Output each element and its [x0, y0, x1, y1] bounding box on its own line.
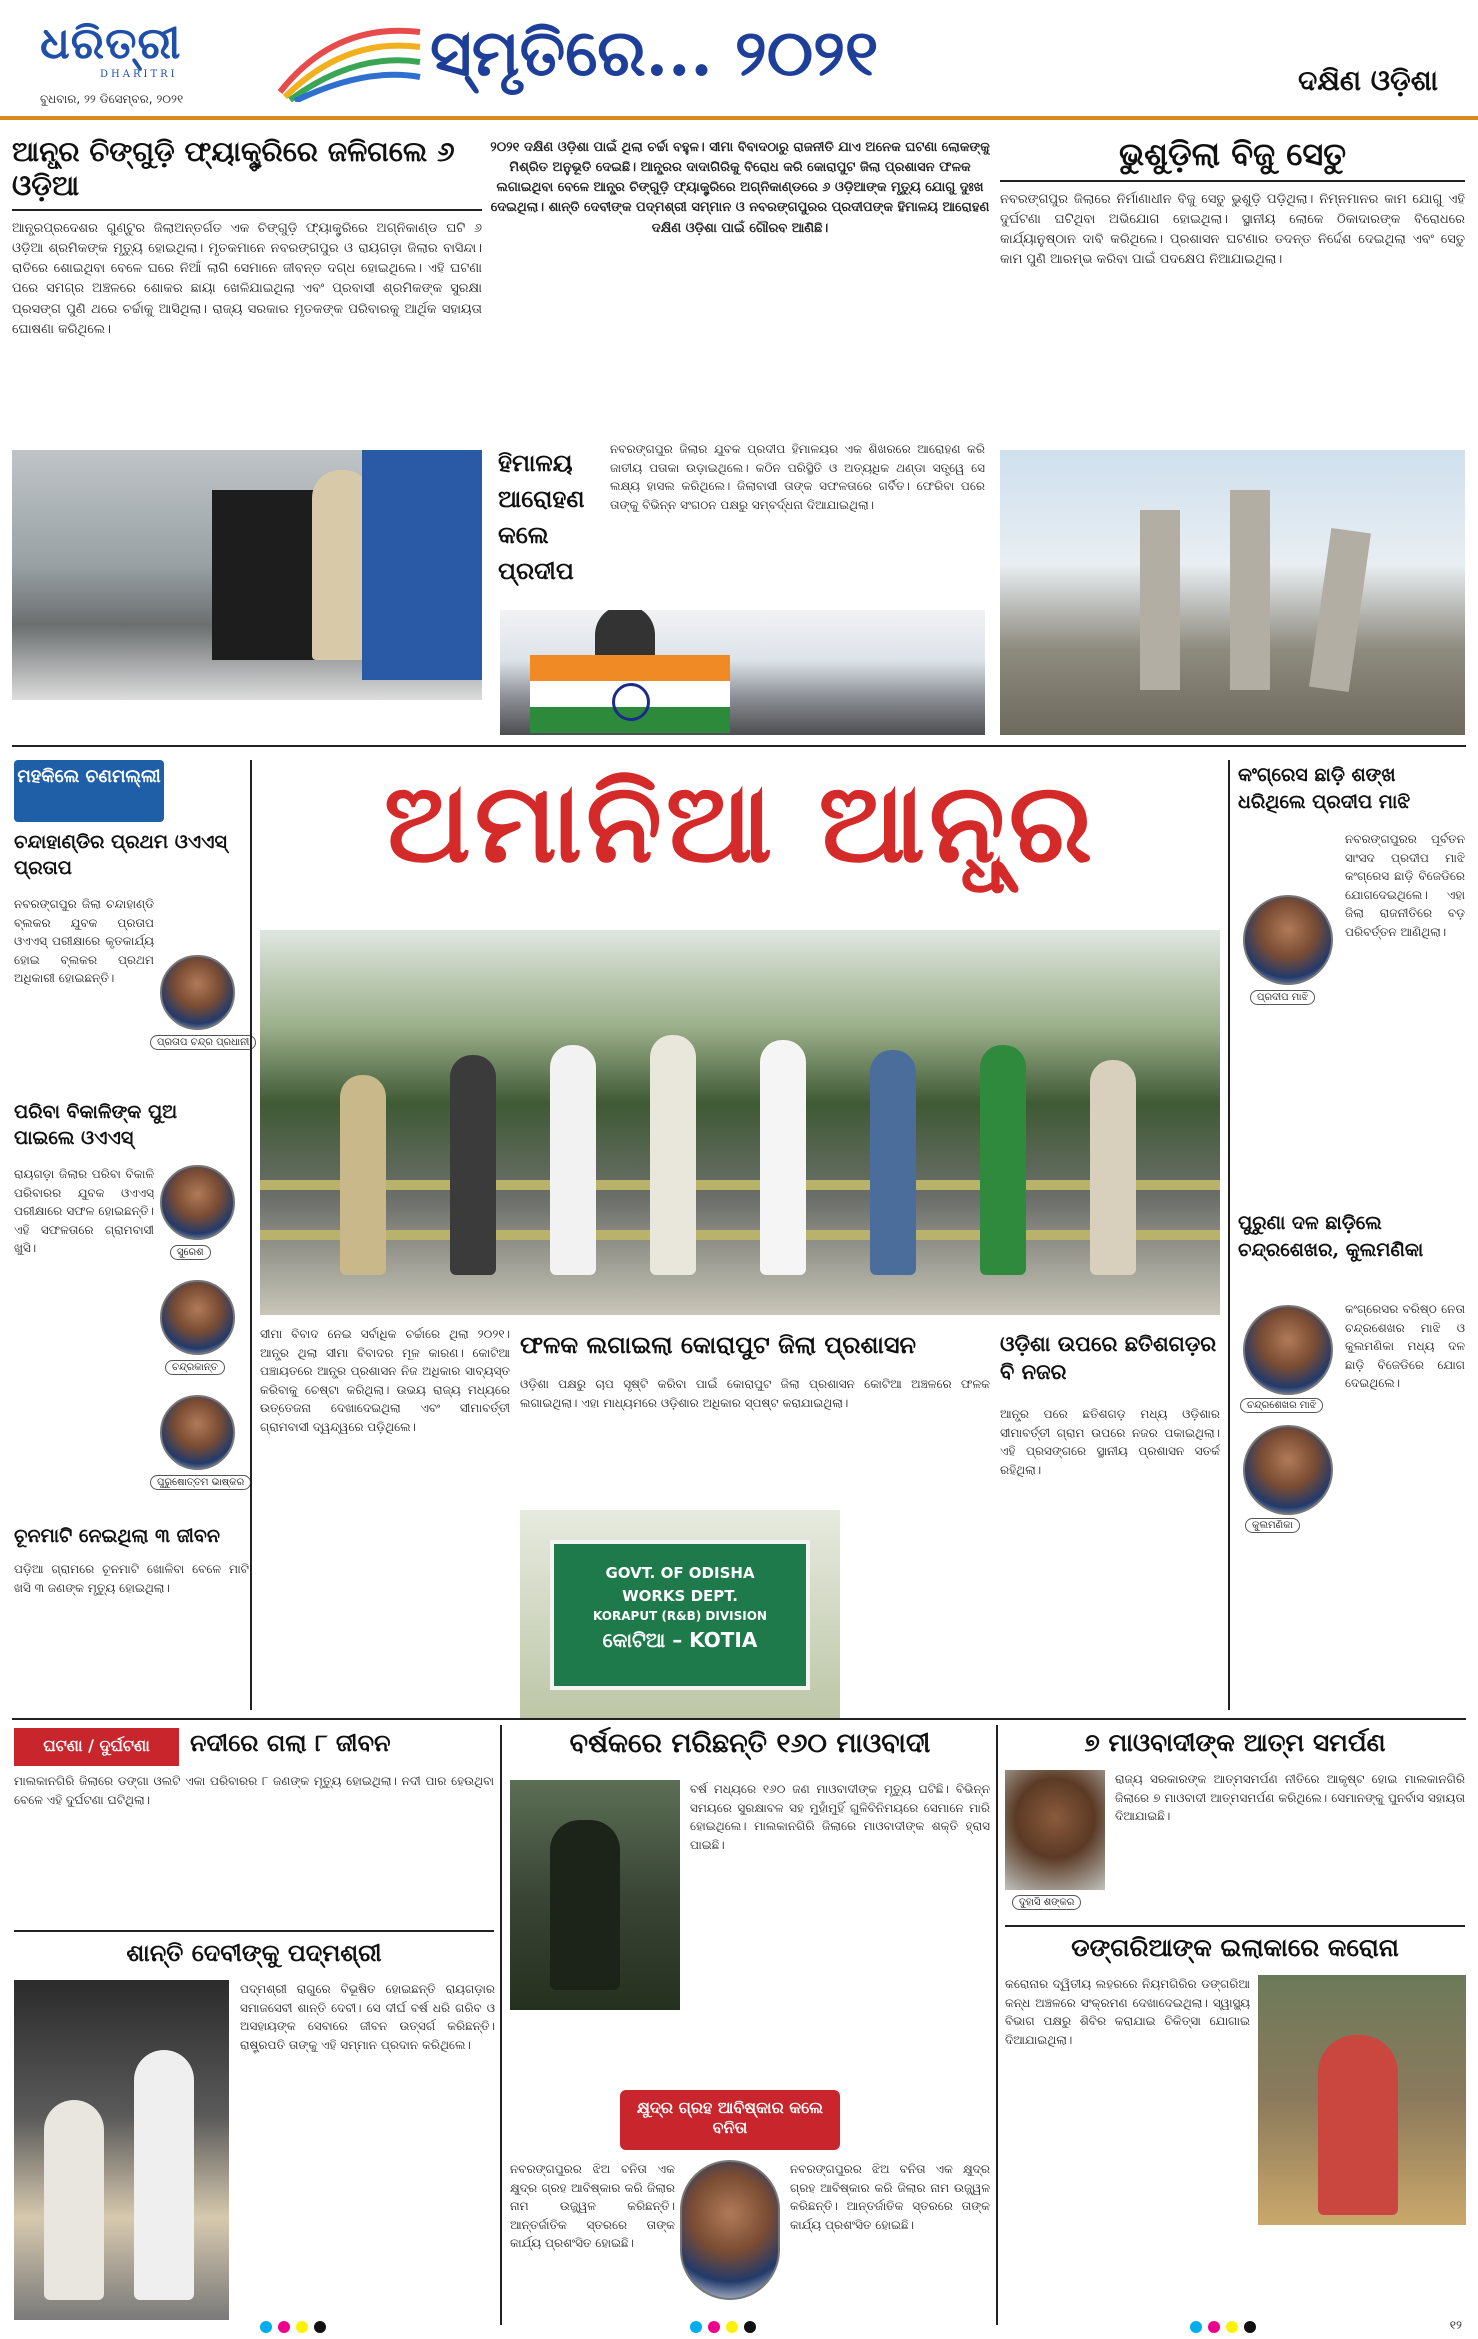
portrait-pradeep [1243, 895, 1333, 985]
asteroid-badge: କ୍ଷୁଦ୍ର ଗ୍ରହ ଆବିଷ୍କାର କଲେ ବନିତା [620, 2090, 840, 2150]
award-recipient [44, 2100, 104, 2300]
padmashri-award-photo [14, 1980, 229, 2320]
cyan-dot-icon [690, 2321, 702, 2333]
divider [500, 1725, 502, 2325]
page-title: ସ୍ମୃତିରେ... ୨୦୨୧ [430, 16, 879, 91]
kotia-signboard-photo [520, 1510, 840, 1720]
caption-chandrakant: ଚନ୍ଦ୍ରକାନ୍ତ [165, 1360, 225, 1375]
divider [12, 745, 1466, 747]
left-body-2: ରାୟଗଡ଼ା ଜିଲାର ପରିବା ବିକାଳି ପରିବାରର ଯୁବକ ଓଏଏସ୍ ପରୀକ୍ଷାରେ ସଫଳ ହୋଇଛନ୍ତି। ଏହି ସଫଳତାରେ ଗ୍ରାମବାସୀ ଖୁସି। [14, 1167, 154, 1256]
soldier-figure [550, 1820, 620, 1990]
magenta-dot-icon [1208, 2321, 1220, 2333]
protester [650, 1035, 696, 1275]
black-dot-icon [314, 2321, 326, 2333]
kotia-body: ଓଡ଼ିଶା ପକ୍ଷରୁ ଚାପ ସୃଷ୍ଟି କରିବା ପାଇଁ କୋରାପୁଟ ଜିଲା ପ୍ରଶାସନ କୋଟିଆ ଅଞ୍ଚଳରେ ଫଳକ ଲଗାଇଥିଲା। ଏହା ମାଧ୍ୟମରେ ଓଡ଼ିଶାର ଅଧିକାର ସ୍ପଷ୍ଟ କରାଯାଇଥିଲା। [520, 1377, 990, 1410]
asteroid-body-right: ନବରଙ୍ଗପୁରର ଝିଅ ବନିତା ଏକ କ୍ଷୁଦ୍ର ଗ୍ରହ ଆବିଷ୍କାର କରି ଜିଲାର ନାମ ଉଜ୍ଜ୍ୱଳ କରିଛନ୍ତି। ଆନ୍ତର୍ଜାତିକ ସ୍ତରରେ ତାଙ୍କ କାର୍ଯ୍ୟ ପ୍ରଶଂସିତ ହୋଇଛି। [790, 2162, 990, 2232]
protester [450, 1055, 496, 1275]
black-dot-icon [1244, 2321, 1256, 2333]
main-headline[interactable]: ଅମାନିଆ ଆନ୍ଧ୍ର [383, 758, 1097, 887]
divider [250, 760, 252, 1710]
bridge-pillar [1230, 490, 1270, 690]
left-headline-2[interactable]: ପରିବା ବିକାଳିଙ୍କ ପୁଅ ପାଇଲେ ଓଏଏସ୍ [14, 1101, 178, 1149]
section-badge: ମହକିଲେ ଚଣମଲ୍ଲୀ [14, 760, 164, 822]
page-number: ୧୨ [1449, 2318, 1462, 2332]
right-body-1: ନବରଙ୍ଗପୁରର ପୂର୍ବତନ ସାଂସଦ ପ୍ରଦୀପ ମାଝି କଂଗ୍ରେସ ଛାଡ଼ି ବିଜେଡିରେ ଯୋଗଦେଇଥିଲେ। ଏହା ଜିଲା ରାଜନୀତିରେ ବଡ଼ ପରିବର୍ତ୍ତନ ଆଣିଥିଲା। [1345, 832, 1465, 939]
maoist-body: ବର୍ଷ ମଧ୍ୟରେ ୧୬୦ ଜଣ ମାଓବାଦୀଙ୍କ ମୃତ୍ୟୁ ଘଟିଛି। ବିଭିନ୍ନ ସମୟରେ ସୁରକ୍ଷାବଳ ସହ ମୁହାଁମୁହିଁ ଗୁଳିବିନିମୟରେ ସେମାନେ ମାରି ହୋଇଥିଲେ। ମାଲକାନଗିରି ଜିଲାରେ ମାଓବାଦୀଙ୍କ ଶକ୍ତି ହ୍ରାସ ପାଇଛି। [690, 1782, 990, 1852]
portrait-purushottam [160, 1395, 235, 1470]
caption-pratap: ପ୍ରତାପ ଚନ୍ଦ୍ର ପ୍ରଧାନୀ [150, 1035, 256, 1050]
limestone-body: ପଡ଼ିଆ ଗ୍ରାମରେ ଚୂନମାଟି ଖୋଳିବା ବେଳେ ମାଟି ଖସି ୩ ଜଣଙ୍କ ମୃତ୍ୟୁ ହୋଇଥିଲା। [14, 1562, 249, 1595]
sign-line-3: KORAPUT (R&B) DIVISION [593, 1609, 767, 1623]
fire-story [12, 135, 482, 439]
collapsed-bridge-photo [1000, 450, 1465, 735]
logo-subtext: DHARITRI [100, 69, 178, 80]
surrendered-maoist-photo [1005, 1770, 1105, 1890]
magenta-dot-icon [278, 2321, 290, 2333]
caption-kulamanika: କୁଲମଣିକା [1245, 1518, 1300, 1533]
sign-line-4: କୋଟିଆ – KOTIA [602, 1628, 758, 1652]
right-headline-2[interactable]: ପୁରୁଣା ଦଳ ଛାଡ଼ିଲେ ଚନ୍ଦ୍ରଶେଖର, କୁଲମଣିକା [1238, 1212, 1424, 1261]
yellow-dot-icon [296, 2321, 308, 2333]
logo-text: ଧରିତ୍ରୀ [40, 18, 182, 69]
limestone-headline[interactable]: ଚୂନମାଟି ନେଇଥିଲା ୩ ଜୀବନ [14, 1525, 220, 1547]
portrait-kulamanika [1243, 1425, 1333, 1515]
bridge-pillar [1309, 528, 1371, 692]
sign-line-2: WORKS DEPT. [622, 1586, 738, 1605]
surrender-headline[interactable]: ୭ ମାଓବାଦୀଙ୍କ ଆତ୍ମ ସମର୍ପଣ [1084, 1728, 1386, 1757]
river-headline[interactable]: ନଦୀରେ ଗଲା ୮ ଜୀବନ [190, 1728, 391, 1757]
padmashri-body: ପଦ୍ମଶ୍ରୀ ରାଗୁରେ ବିଭୂଷିତ ହୋଇଛନ୍ତି ରାୟଗଡ଼ାର ସମାଜସେବୀ ଶାନ୍ତି ଦେବୀ। ସେ ଦୀର୍ଘ ବର୍ଷ ଧରି ଗରିବ ଓ ଅସହାୟଙ୍କ ସେବାରେ ଜୀବନ ଉତ୍ସର୍ଗ କରିଛନ୍ତି। ରାଷ୍ଟ୍ରପତି ତାଙ୍କୁ ଏହି ସମ୍ମାନ ପ୍ରଦାନ କରିଥିଲେ। [240, 1982, 495, 2052]
swirl-graphic-icon [275, 12, 425, 102]
bridge-pillar [1140, 510, 1180, 690]
right-headline-1[interactable]: କଂଗ୍ରେସ ଛାଡ଼ି ଶଙ୍ଖ ଧରିଥିଲେ ପ୍ରଦୀପ ମାଝି [1238, 764, 1411, 813]
divider [1228, 760, 1230, 1710]
blue-panel [362, 450, 482, 680]
left-headline-1[interactable]: ଚନ୍ଦାହାଣ୍ଡିର ପ୍ରଥମ ଓଏଏସ୍ ପ୍ରତାପ [14, 831, 227, 879]
divider [996, 1725, 998, 2325]
climber-photo [500, 610, 985, 735]
security-forces-photo [510, 1780, 680, 2010]
asteroid-body-left: ନବରଙ୍ଗପୁରର ଝିଅ ବନିତା ଏକ କ୍ଷୁଦ୍ର ଗ୍ରହ ଆବିଷ୍କାର କରି ଜିଲାର ନାମ ଉଜ୍ଜ୍ୱଳ କରିଛନ୍ତି। ଆନ୍ତର୍ଜାତିକ ସ୍ତରରେ ତାଙ୍କ କାର୍ଯ୍ୟ ପ୍ରଶଂସିତ ହୋଇଛି। [510, 2162, 675, 2251]
climb-body: ନବରଙ୍ଗପୁର ଜିଲାର ଯୁବକ ପ୍ରଦୀପ ହିମାଳୟର ଏକ ଶିଖରରେ ଆରୋହଣ କରି ଜାତୀୟ ପତାକା ଉଡ଼ାଇଥିଲେ। କଠିନ ପରିସ୍ଥିତି ଓ ଅତ୍ୟଧିକ ଥଣ୍ଡା ସତ୍ତ୍ୱେ ସେ ଲକ୍ଷ୍ୟ ହାସଲ କରିଥିଲେ। ଜିଲାବାସୀ ତାଙ୍କ ସଫଳତାରେ ଗର୍ବିତ। ଫେରିବା ପରେ ତାଙ୍କୁ ବିଭିନ୍ନ ସଂଗଠନ ପକ୍ଷରୁ ସମ୍ବର୍ଦ୍ଧନା ଦିଆଯାଇଥିଲା। [610, 442, 985, 512]
fire-headline[interactable]: ଆନ୍ଧ୍ର ଚିଙ୍ଗୁଡ଼ି ଫ୍ୟାକ୍ଟ୍ରିରେ ଜଳିଗଲେ ୬ ଓଡ଼ିଆ [12, 135, 482, 211]
yellow-dot-icon [726, 2321, 738, 2333]
portrait-chandrasekhar [1243, 1305, 1333, 1395]
caption-chandrasekhar: ଚନ୍ଦ୍ରଶେଖର ମାଝି [1240, 1398, 1323, 1413]
protester [1090, 1060, 1136, 1275]
padmashri-headline[interactable]: ଶାନ୍ତି ଦେବୀଙ୍କୁ ପଦ୍ମଶ୍ରୀ [14, 1930, 494, 1967]
surrender-body: ରାଜ୍ୟ ସରକାରଙ୍କ ଆତ୍ମସମର୍ପଣ ନୀତିରେ ଆକୃଷ୍ଟ ହୋଇ ମାଲକାନଗିରି ଜିଲାରେ ୭ ମାଓବାଦୀ ଆତ୍ମସମର୍ପଣ କରିଥିଲେ। ସେମାନଙ୍କୁ ପୁନର୍ବାସ ସହାୟତା ଦିଆଯାଇଛି। [1115, 1772, 1465, 1824]
caption-pradeep: ପ୍ରଦୀପ ମାଝି [1250, 990, 1315, 1005]
bridge-body: ନବରଙ୍ଗପୁର ଜିଲାରେ ନିର୍ମାଣାଧୀନ ବିଜୁ ସେତୁ ଭୁଶୁଡ଼ି ପଡ଼ିଥିଲା। ନିମ୍ନମାନର କାମ ଯୋଗୁ ଏହି ଦୁର୍ଘଟଣା ଘଟିଥିବା ଅଭିଯୋଗ ହୋଇଥିଲା। ସ୍ଥାନୀୟ ଲୋକେ ଠିକାଦାରଙ୍କ ବିରୋଧରେ କାର୍ଯ୍ୟାନୁଷ୍ଠାନ ଦାବି କରିଥିଲେ। ପ୍ରଶାସନ ଘଟଣାର ତଦନ୍ତ ନିର୍ଦ୍ଦେଶ ଦେଇଥିଲା ଏବଂ ସେତୁ କାମ ପୁଣି ଆରମ୍ଭ କରିବା ପାଇଁ ପଦକ୍ଷେପ ନିଆଯାଇଥିଲା। [1000, 192, 1465, 268]
factory-fire-photo [12, 450, 482, 700]
portrait-chandrakant [160, 1280, 235, 1355]
fire-body: ଆନ୍ଧ୍ରପ୍ରଦେଶର ଗୁଣ୍ଟୁର ଜିଲାଅନ୍ତର୍ଗତ ଏକ ଚିଙ୍ଗୁଡ଼ି ଫ୍ୟାକ୍ଟ୍ରିରେ ଅଗ୍ନିକାଣ୍ଡ ଘଟି ୬ ଓଡ଼ିଆ ଶ୍ରମିକଙ୍କ ମୃତ୍ୟୁ ହୋଇଥିଲା। ମୃତକମାନେ ନବରଙ୍ଗପୁର ଓ ରାୟଗଡ଼ା ଜିଲାର ବାସିନ୍ଦା। ରାତିରେ ଶୋଇଥିବା ବେଳେ ଘରେ ନିଆଁ ଲାଗି ସେମାନେ ଜୀବନ୍ତ ଦଗ୍ଧ ହୋଇଥିଲେ। ଏହି ଘଟଣା ପରେ ସମଗ୍ର ଅଞ୍ଚଳରେ ଶୋକର ଛାୟା ଖେଳିଯାଇଥିଲା ଏବଂ ପ୍ରବାସୀ ଶ୍ରମିକଙ୍କ ସୁରକ୍ଷା ପ୍ରସଙ୍ଗ ପୁଣି ଥରେ ଚର୍ଚ୍ଚାକୁ ଆସିଥିଲା। ରାଜ୍ୟ ସରକାର ମୃତକଙ୍କ ପରିବାରକୁ ଆର୍ଥିକ ସହାୟତା ଘୋଷଣା କରିଥିଲେ। [12, 221, 482, 337]
protester [980, 1045, 1026, 1275]
portrait-suresh [160, 1165, 235, 1240]
portrait-pratap [160, 955, 235, 1030]
right-body-2: କଂଗ୍ରେସର ବରିଷ୍ଠ ନେତା ଚନ୍ଦ୍ରଶେଖର ମାଝି ଓ କୁଲମଣିକା ମଧ୍ୟ ଦଳ ଛାଡ଼ି ବିଜେଡିରେ ଯୋଗ ଦେଇଥିଲେ। [1345, 1302, 1465, 1391]
newspaper-logo[interactable] [40, 18, 240, 80]
bridge-story [1000, 135, 1465, 460]
yellow-dot-icon [1226, 2321, 1238, 2333]
chhattisgarh-headline[interactable]: ଓଡ଼ିଶା ଉପରେ ଛତିଶଗଡ଼ର ବି ନଜର [1000, 1331, 1217, 1385]
sign-line-1: GOVT. OF ODISHA [605, 1564, 755, 1582]
accident-badge: ଘଟଣା / ଦୁର୍ଘଟଣା [14, 1728, 179, 1766]
intro-text: ୨୦୨୧ ଦକ୍ଷିଣ ଓଡ଼ିଶା ପାଇଁ ଥିଲା ଚର୍ଚ୍ଚା ବହୁଳ। ସୀମା ବିବାଦଠାରୁ ରାଜନୀତି ଯାଏ ଅନେକ ଘଟଣା ଲୋକଙ୍କୁ ମିଶ୍ରିତ ଅନୁଭୂତି ଦେଇଛି। ଆନ୍ଧ୍ରର ଦାଦାଗିରିକୁ ବିରୋଧ କରି କୋରାପୁଟ ଜିଲା ପ୍ରଶାସନ ଫଳକ ଲଗାଇଥିବା ବେଳେ ଆନ୍ଧ୍ର ଚିଙ୍ଗୁଡ଼ି ଫ୍ୟାକ୍ଟ୍ରିରେ ଅଗ୍ନିକାଣ୍ଡରେ ୬ ଓଡ଼ିଆଙ୍କ ମୃତ୍ୟୁ ଯୋଗୁ ଦୁଃଖ ଦେଇଥିଲା। ଶାନ୍ତି ଦେବୀଙ୍କ ପଦ୍ମଶ୍ରୀ ସମ୍ମାନ ଓ ନବରଙ୍ଗପୁରର ପ୍ରଦୀପଙ୍କ ହିମାଳୟ ଆରୋହଣ ଦକ୍ଷିଣ ଓଡ଼ିଶା ପାଇଁ ଗୌରବ ଆଣିଛି। [490, 140, 990, 236]
left-body-1: ନବରଙ୍ଗପୁର ଜିଲା ଚନ୍ଦାହାଣ୍ଡି ବ୍ଲକର ଯୁବକ ପ୍ରତାପ ଓଏଏସ୍ ପରୀକ୍ଷାରେ କୃତକାର୍ଯ୍ୟ ହୋଇ ବ୍ଲକର ପ୍ରଥମ ଅଧିକାରୀ ହୋଇଛନ୍ତି। [14, 897, 154, 986]
caption-suresh: ସୁରେଶ [170, 1245, 211, 1260]
black-dot-icon [744, 2321, 756, 2333]
border-story-text: ସୀମା ବିବାଦ ନେଇ ସର୍ବାଧିକ ଚର୍ଚ୍ଚାରେ ଥିଲା ୨୦୨୧। ଆନ୍ଧ୍ର ଥିଲା ସୀମା ବିବାଦର ମୂଳ କାରଣ। କୋଟିଆ ପଞ୍ଚାୟତରେ ଆନ୍ଧ୍ର ପ୍ରଶାସନ ନିଜ ଅଧିକାର ସାବ୍ୟସ୍ତ କରିବାକୁ ଚେଷ୍ଟା କରିଥିଲା। ଉଭୟ ରାଜ୍ୟ ମଧ୍ୟରେ ଉତ୍ତେଜନା ଦେଖାଦେଇଥିଲା ଏବଂ ସୀମାବର୍ତ୍ତୀ ଗ୍ରାମବାସୀ ଦ୍ୱନ୍ଦ୍ୱରେ ପଡ଼ିଥିଲେ। [260, 1327, 510, 1434]
bridge-headline[interactable]: ଭୁଶୁଡ଼ିଲା ବିଜୁ ସେତୁ [1000, 135, 1465, 182]
indian-flag [530, 655, 730, 733]
protester [870, 1050, 916, 1275]
protester [340, 1075, 386, 1275]
kotia-headline[interactable]: ଫଳକ ଲଗାଇଲା କୋରାପୁଟ ଜିଲା ପ୍ରଶାସନ [520, 1330, 917, 1359]
chhattisgarh-body: ଆନ୍ଧ୍ର ପରେ ଛତିଶଗଡ଼ ମଧ୍ୟ ଓଡ଼ିଶାର ସୀମାବର୍ତ୍ତୀ ଗ୍ରାମ ଉପରେ ନଜର ପକାଇଥିଲା। ଏହି ପ୍ରସଙ୍ଗରେ ସ୍ଥାନୀୟ ପ୍ରଶାସନ ସତର୍କ ରହିଥିଲା। [1000, 1407, 1220, 1477]
magenta-dot-icon [708, 2321, 720, 2333]
caption-purushottam: ପୁରୁଷୋତ୍ତମ ଭାଷ୍କର [150, 1475, 251, 1490]
cyan-dot-icon [1190, 2321, 1202, 2333]
president-figure [134, 2050, 194, 2300]
maoist-headline[interactable]: ବର୍ଷକରେ ମରିଛନ୍ତି ୧୬୦ ମାଓବାଦୀ [569, 1728, 931, 1759]
print-registration-marks [690, 2321, 756, 2333]
masthead [0, 0, 1478, 120]
villager-figure [1318, 2035, 1398, 2215]
protester [760, 1040, 806, 1275]
river-body: ମାଲକାନଗିରି ଜିଲାରେ ଡଙ୍ଗା ଓଲଟି ଏକା ପରିବାରର ୮ ଜଣଙ୍କ ମୃତ୍ୟୁ ହୋଇଥିଲା। ନଦୀ ପାର ହେଉଥିବା ବେଳେ ଏହି ଦୁର୍ଘଟଣା ଘଟିଥିଲା। [14, 1774, 494, 1807]
kotia-signboard [550, 1540, 810, 1690]
print-registration-marks [260, 2321, 326, 2333]
corona-body: କରୋନାର ଦ୍ୱିତୀୟ ଲହରରେ ନିୟମଗିରିର ଡଙ୍ଗରିଆ କନ୍ଧ ଅଞ୍ଚଳରେ ସଂକ୍ରମଣ ଦେଖାଦେଇଥିଲା। ସ୍ୱାସ୍ଥ୍ୟ ବିଭାଗ ପକ୍ଷରୁ ଶିବିର କରାଯାଇ ଚିକିତ୍ସା ଯୋଗାଇ ଦିଆଯାଇଥିଲା। [1005, 1977, 1250, 2047]
border-protest-photo [260, 930, 1220, 1315]
bamboo-barrier [260, 1180, 1220, 1190]
divider [12, 1718, 1466, 1720]
cyan-dot-icon [260, 2321, 272, 2333]
protester [550, 1045, 596, 1275]
print-registration-marks [1190, 2321, 1256, 2333]
climb-side-label: ହିମାଳୟ ଆରୋହଣ କଲେ ପ୍ରଦୀପ [498, 448, 585, 585]
portrait-banita [680, 2160, 780, 2300]
issue-date: ବୁଧବାର, ୨୨ ଡିସେମ୍ବର, ୨୦୨୧ [40, 92, 184, 106]
corona-headline[interactable]: ଡଙ୍ଗରିଆଙ୍କ ଇଲାକାରେ କରୋନା [1005, 1925, 1465, 1963]
caption-surrender: ଦୁହାସି ଶଙ୍କର [1012, 1895, 1081, 1910]
region-label: ଦକ୍ଷିଣ ଓଡ଼ିଶା [1297, 64, 1438, 97]
corona-village-photo [1258, 1975, 1466, 2225]
bamboo-barrier [260, 1230, 1220, 1240]
